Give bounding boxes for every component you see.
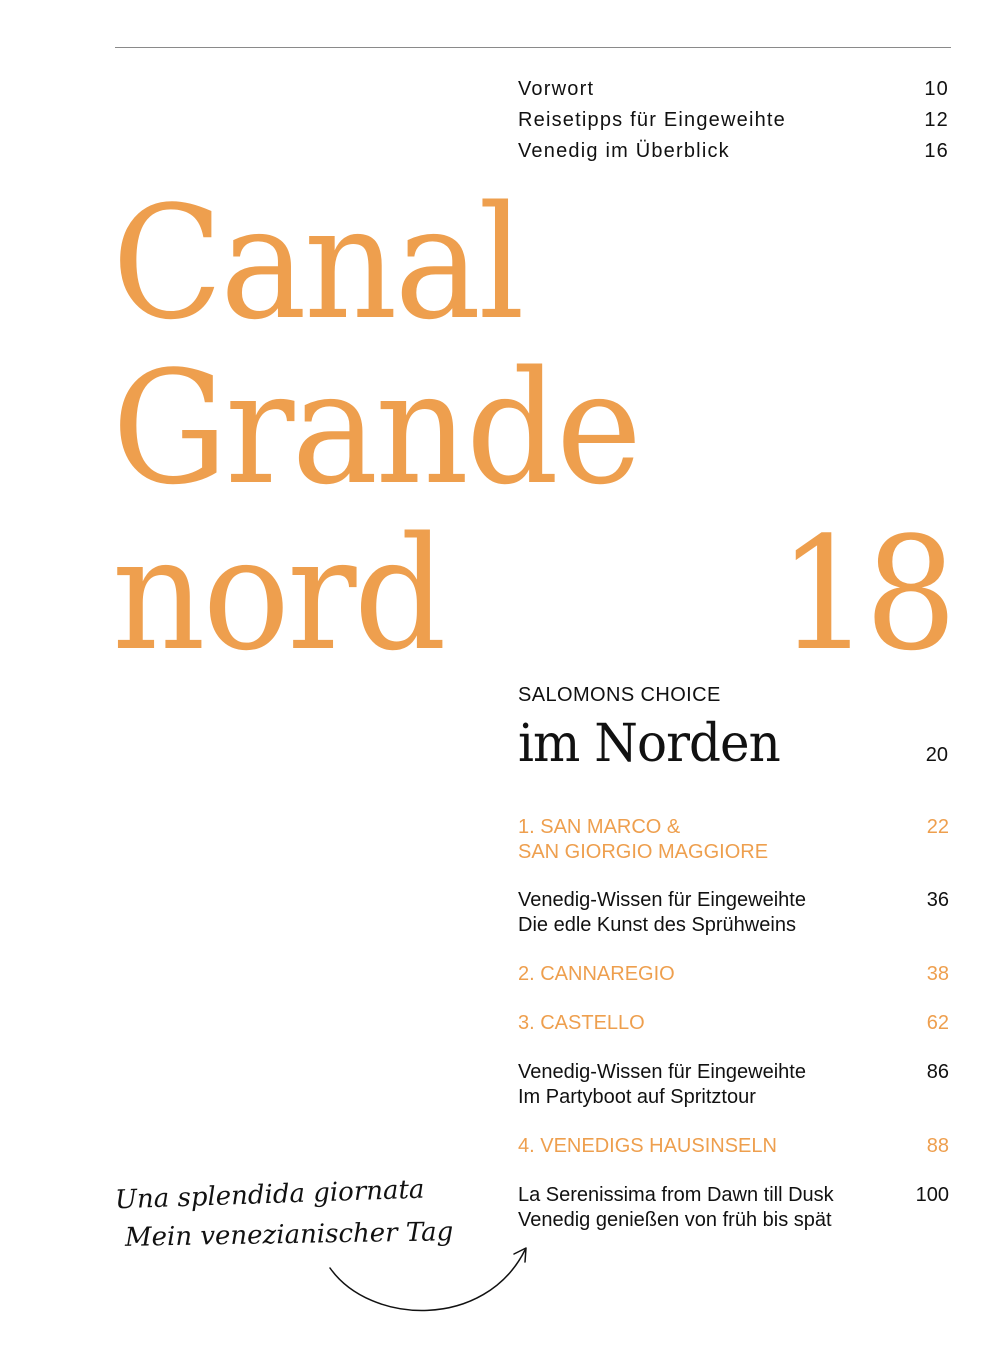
toc-entry-label: Vorwort <box>518 78 595 100</box>
choice-label: SALOMONS CHOICE <box>518 684 721 706</box>
toc-entry-spruehwein[interactable] <box>518 888 949 938</box>
top-divider <box>115 47 951 48</box>
hero-title-line-3: nord <box>112 503 444 685</box>
toc-entry-hausinseln[interactable] <box>518 1134 949 1159</box>
toc-entry-label: Venedig im Überblick <box>518 140 730 162</box>
toc-entry-serenissima[interactable] <box>518 1183 949 1233</box>
toc-entry-reisetipps[interactable] <box>518 105 949 136</box>
toc-entry-label: 2. CANNAREGIO <box>518 963 675 985</box>
toc-entry-label: Venedig-Wissen für Eingeweihte Die edle Kunst des Sprühweins <box>518 889 806 936</box>
toc-entry-page: 38 <box>926 963 949 985</box>
handwritten-note-line-2: Mein venezianischer Tag <box>124 1217 454 1253</box>
toc-entry-page: 62 <box>926 1012 949 1034</box>
hero-title-line-2: Grande <box>112 337 640 519</box>
choice-page-number: 20 <box>925 744 948 766</box>
toc-entry-label: 3. CASTELLO <box>518 1012 645 1034</box>
toc-entry-page: 12 <box>924 109 949 131</box>
curved-arrow-icon <box>320 1240 540 1330</box>
toc-entry-page: 86 <box>926 1061 949 1083</box>
toc-entry-castello[interactable] <box>518 1011 949 1036</box>
hero-title-line-1: Canal <box>112 172 522 354</box>
toc-entry-label: 4. VENEDIGS HAUSINSELN <box>518 1135 777 1157</box>
choice-title[interactable]: im Norden <box>518 714 780 774</box>
toc-entry-label: Venedig-Wissen für Eingeweihte Im Partyboot auf Spritztour <box>518 1061 806 1108</box>
toc-entry-vorwort[interactable] <box>518 74 949 105</box>
toc-entry-page: 100 <box>915 1184 949 1206</box>
toc-entry-page: 88 <box>926 1135 949 1157</box>
toc-entry-label: 1. SAN MARCO & SAN GIORGIO MAGGIORE <box>518 816 769 863</box>
toc-entry-san-marco[interactable] <box>518 815 949 865</box>
toc-entry-page: 36 <box>926 889 949 911</box>
toc-entry-page: 10 <box>924 78 949 100</box>
toc-entry-cannaregio[interactable] <box>518 962 949 987</box>
toc-entry-page: 22 <box>926 816 949 838</box>
toc-entry-partyboot[interactable] <box>518 1060 949 1110</box>
toc-entry-label: La Serenissima from Dawn till Dusk Venedig genießen von früh bis spät <box>518 1184 834 1231</box>
toc-entry-ueberblick[interactable] <box>518 136 949 167</box>
hero-page-number: 18 <box>778 503 952 685</box>
handwritten-note-line-1: Una splendida giornata <box>114 1174 425 1216</box>
toc-entry-page: 16 <box>924 140 949 162</box>
toc-entry-label: Reisetipps für Eingeweihte <box>518 109 786 131</box>
